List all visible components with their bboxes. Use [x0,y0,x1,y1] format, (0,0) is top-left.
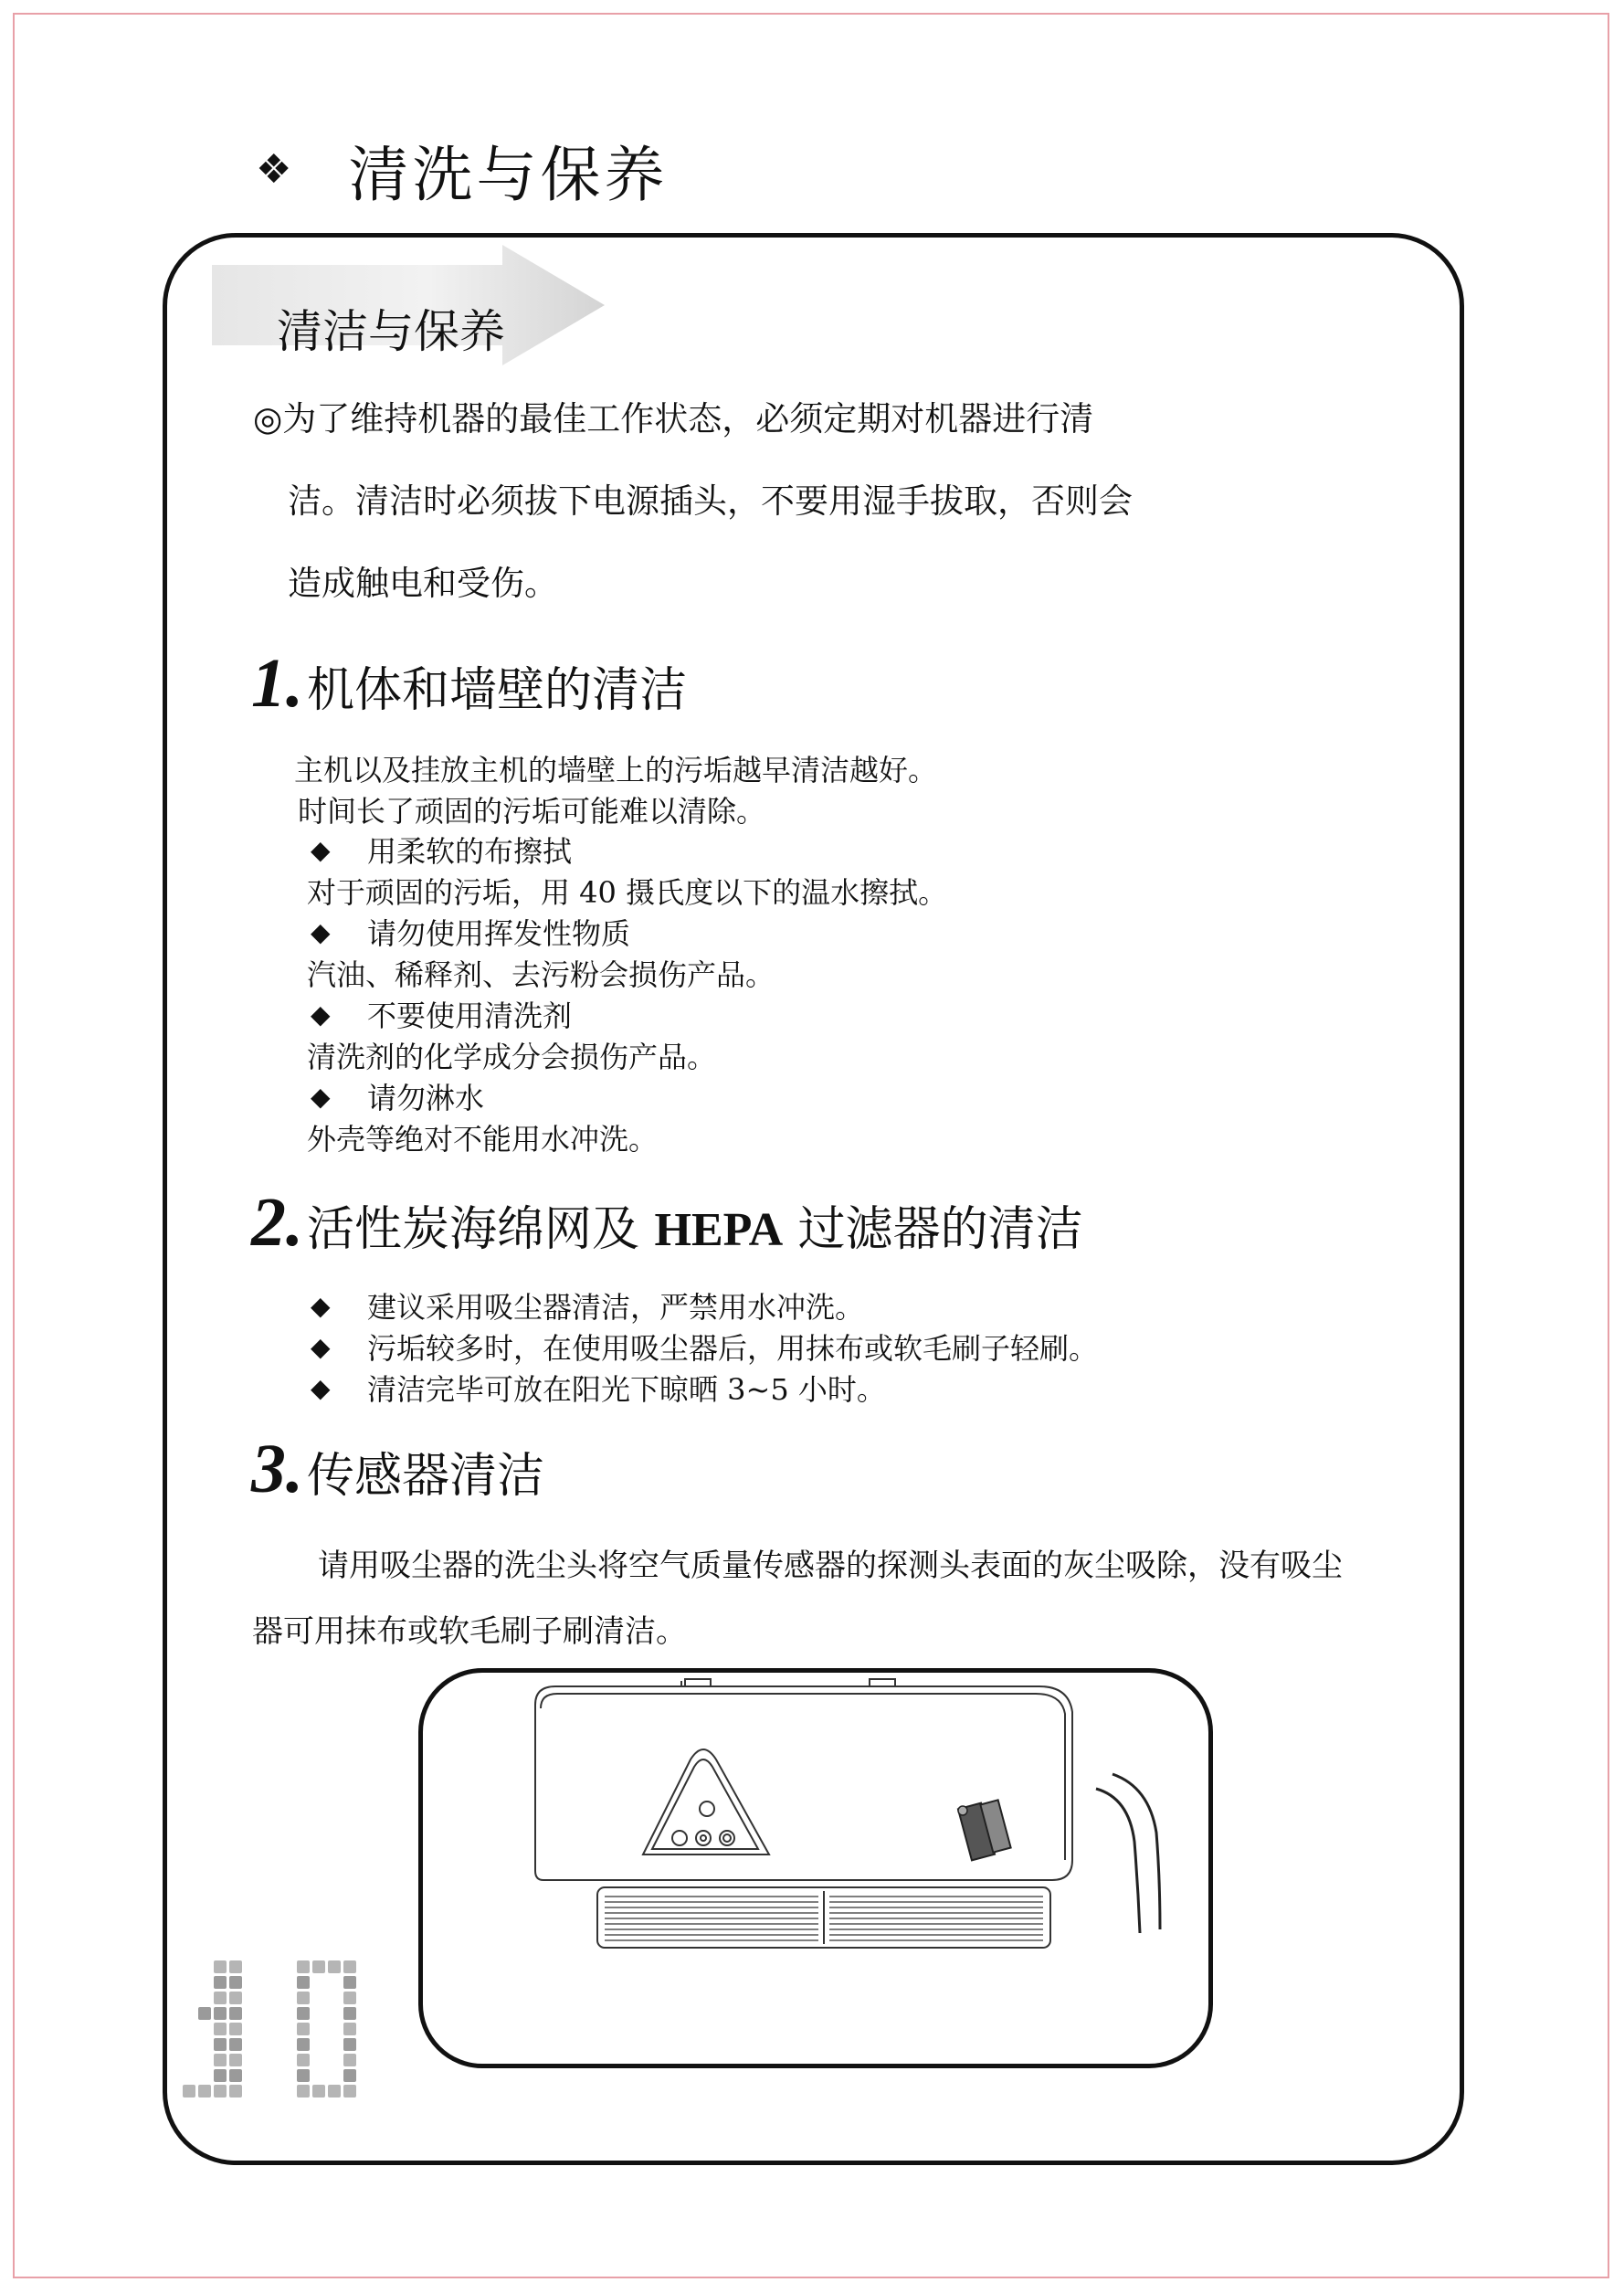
section-1-item-detail: 外壳等绝对不能用水冲洗。 [307,1122,659,1157]
section-1-item-title [311,1075,484,1117]
item-title: 用柔软的布擦拭 [367,834,573,869]
item-title: 不要使用清洗剂 [367,999,573,1033]
page-heading-text: 清洗与保养 [348,140,669,210]
item-text: 建议采用吸尘器清洁，严禁用水冲洗。 [367,1290,865,1325]
page-number-dot [229,2023,242,2035]
page-number-dot [312,1960,325,1973]
diamond-bullet-icon: ◆ [311,1372,331,1403]
section-2-item [311,1367,886,1409]
page-number-dot [328,1960,341,1973]
page-number-dot [214,2023,227,2035]
page-number-dot [214,2007,227,2020]
diamond-bullet-icon: ◆ [311,1081,331,1112]
page-number-dot [343,2069,356,2082]
diamond-bullet-icon: ◆ [311,916,331,947]
section-1-heading [251,644,687,724]
sensor-cleaning-illustration [418,1668,1213,2068]
page-number-dot [343,2007,356,2020]
item-title: 请勿淋水 [367,1081,485,1115]
section-1-line: 时间长了顽固的污垢可能难以清除。 [298,794,766,829]
section-2-item [311,1284,864,1326]
page-number-dot [343,1960,356,1973]
section-1-item-detail: 对于顽固的污垢，用 40 摄氏度以下的温水擦拭。 [307,875,948,910]
page-number-dot [229,2069,242,2082]
page-number-dot [297,2069,310,2082]
banner-label: 清洁与保养 [277,305,505,358]
page-number-dot [229,1976,242,1989]
section-2-item [311,1326,1098,1368]
intro-line: ◎为了维持机器的最佳工作状态，必须定期对机器进行清 [253,399,1094,439]
page-number-dot [297,2023,310,2035]
item-title: 请勿使用挥发性物质 [367,916,631,951]
section-number: 1. [251,645,303,722]
page-number-dot [328,2085,341,2098]
section-1-item-title [311,911,630,953]
page-number-dot [312,2085,325,2098]
item-text: 清洁完毕可放在阳光下晾晒 3~5 小时。 [367,1372,886,1407]
section-1-item-detail: 汽油、稀释剂、去污粉会损伤产品。 [307,957,775,992]
page-number-dot [214,2054,227,2066]
page-number-dot [229,2038,242,2051]
section-1-item-title [311,993,572,1035]
section-number: 3. [251,1431,303,1507]
page-number-dot [198,2007,211,2020]
page-number-dot [229,2085,242,2098]
section-3-paragraph-line: 请用吸尘器的洗尘头将空气质量传感器的探测头表面的灰尘吸除，没有吸尘 [318,1548,1343,1584]
page-number-dot [297,1992,310,2004]
page-number-dot [229,2007,242,2020]
section-title: 传感器清洁 [307,1449,545,1504]
diamond-cluster-icon: ❖ [256,146,296,193]
section-3-heading [251,1430,544,1509]
page-heading [256,126,668,213]
diamond-bullet-icon: ◆ [311,999,331,1030]
page-number-dot [297,1960,310,1973]
page-number-dot [343,2054,356,2066]
page-number-dot [297,2054,310,2066]
page-number-dot [214,2069,227,2082]
section-title-post: 过滤器的清洁 [783,1202,1083,1257]
page-number-dot [297,1976,310,1989]
section-3-paragraph-line: 器可用抹布或软毛刷子刷清洁。 [252,1613,687,1650]
page-number-dot [343,1976,356,1989]
diamond-bullet-icon: ◆ [311,834,331,865]
page-number-dot [297,2038,310,2051]
page-number-dot [343,2038,356,2051]
section-title: 机体和墙壁的清洁 [307,663,688,718]
page-number-dot [214,1992,227,2004]
page-number-dot [343,2023,356,2035]
section-number: 2. [251,1184,303,1261]
page-number-dot [297,2085,310,2098]
page-number-dot [229,1992,242,2004]
intro-line: 洁。清洁时必须拔下电源插头，不要用湿手拔取，否则会 [288,481,1133,521]
page-number-dot [343,1992,356,2004]
intro-line: 造成触电和受伤。 [288,564,558,603]
page-number-dot [297,2007,310,2020]
section-title-pre: 活性炭海绵网及 [307,1202,655,1257]
diamond-bullet-icon: ◆ [311,1331,331,1362]
page-number-dot [183,2085,195,2098]
page-number-dot [214,1960,227,1973]
section-2-heading [251,1183,1083,1263]
page-number-graphic [183,1953,393,2108]
page-number-dot [198,2085,211,2098]
page-number-dot [214,1976,227,1989]
page-number-dot [229,2054,242,2066]
page-number-dot [214,2038,227,2051]
item-text: 污垢较多时，在使用吸尘器后，用抹布或软毛刷子轻刷。 [367,1331,1099,1366]
page-number-dot [214,2085,227,2098]
section-title-hepa: HEPA [654,1204,784,1256]
section-1-line: 主机以及挂放主机的墙壁上的污垢越早清洁越好。 [294,753,938,787]
section-1-item-detail: 清洗剂的化学成分会损伤产品。 [307,1040,717,1074]
section-1-item-title [311,829,572,871]
page-number-dot [343,2085,356,2098]
page-number-dot [229,1960,242,1973]
diamond-bullet-icon: ◆ [311,1290,331,1321]
